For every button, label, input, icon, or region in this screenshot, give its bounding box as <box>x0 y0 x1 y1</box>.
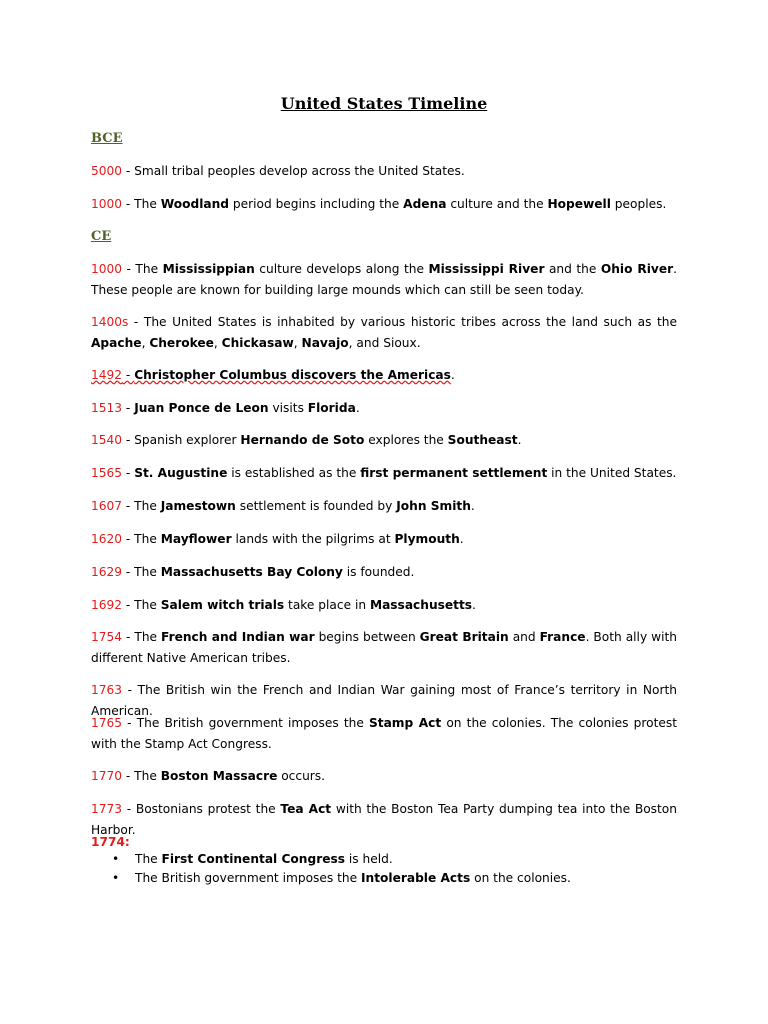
entry-text: . <box>459 532 464 546</box>
entry-bold: Mississippian <box>162 262 255 276</box>
entry-text: - The United States is inhabited by various historic tribes across the land such as the <box>128 315 677 329</box>
entry-text: - <box>122 401 135 415</box>
list-item-text <box>135 850 393 869</box>
entry-bold: Navajo <box>301 335 349 350</box>
entry-text: . These people are known for building large mounds which can still be seen today. <box>91 262 677 297</box>
entry-year: 1492 <box>91 368 123 382</box>
entry-text: settlement is founded by <box>235 499 397 513</box>
entry-year: 1000 <box>91 197 123 211</box>
entry-bold: Hernando de Soto <box>240 433 365 447</box>
entry-bold: Massachusetts <box>369 598 473 612</box>
entry-year: 1513 <box>91 401 123 415</box>
entry-bold: Florida <box>307 401 356 415</box>
timeline-entry-1492 <box>91 365 677 386</box>
entry-text: The British government imposes the <box>135 871 361 885</box>
entry-bold: Stamp Act <box>368 716 442 730</box>
entry-text: - <box>122 368 135 382</box>
entry-text: The <box>135 852 162 866</box>
entry-text: in the United States. <box>547 466 677 480</box>
timeline-entry-1692 <box>91 595 677 616</box>
timeline-entry-1754 <box>91 627 677 668</box>
entry-bold: St. Augustine <box>134 466 228 480</box>
entry-text: - Spanish explorer <box>122 433 241 447</box>
entry-bold: Salem witch trials <box>160 598 285 612</box>
entry-year: 1692 <box>91 598 123 612</box>
entry-year: 1400s <box>91 315 129 329</box>
entry-bold: first permanent settlement <box>360 466 548 480</box>
entry-text: - The British government imposes the <box>122 716 369 730</box>
timeline-entry-1400s <box>91 312 677 353</box>
entry-bold: Cherokee <box>149 335 214 350</box>
entry-year: 1774: <box>91 835 130 849</box>
section-heading-ce: CE <box>91 229 112 244</box>
entry-bold: Boston Massacre <box>160 769 278 783</box>
entry-text: - Bostonians protest the <box>122 802 281 816</box>
entry-bold: Mississippi River <box>428 262 545 276</box>
entry-bold: Chickasaw <box>221 335 294 350</box>
entry-text: - The <box>122 262 163 276</box>
entry-year: 5000 <box>91 164 123 178</box>
entry-text: period begins including the <box>229 197 404 211</box>
timeline-entry-5000 <box>91 161 677 182</box>
entry-bold: Christopher Columbus discovers the Americas <box>134 368 451 382</box>
entry-text: . <box>355 401 360 415</box>
entry-year: 1540 <box>91 433 123 447</box>
entry-text: - The <box>122 565 161 579</box>
entry-text: visits <box>268 401 308 415</box>
entry-bold: First Continental Congress <box>161 852 345 866</box>
entry-text: with the Boston Tea Party dumping tea into the Boston Harbor. <box>91 802 677 837</box>
entry-text: . Both ally with different Native American tribes. <box>91 630 677 665</box>
entry-bold: Ohio River <box>600 262 674 276</box>
entry-text: . <box>517 433 522 447</box>
timeline-entry-1000-ce <box>91 259 677 300</box>
entry-bold: Jamestown <box>160 499 236 513</box>
entry-bold: Plymouth <box>394 532 460 546</box>
entry-text: - The British win the French and Indian War gaining most of France’s territory in North American. <box>91 683 677 718</box>
entry-text: - The <box>122 598 161 612</box>
entry-year: 1620 <box>91 532 123 546</box>
entry-text: . <box>470 499 475 513</box>
entry-bold: Mayflower <box>160 532 232 546</box>
entry-bold: Juan Ponce de Leon <box>134 401 269 415</box>
entry-bold: Massachusetts Bay Colony <box>160 565 343 579</box>
timeline-entry-1765 <box>91 713 677 754</box>
entry-text: - The <box>122 499 161 513</box>
entry-text: on the colonies. <box>470 871 571 885</box>
section-heading-bce: BCE <box>91 131 123 146</box>
entry-year: 1763 <box>91 683 123 697</box>
entry-text: - The <box>122 769 161 783</box>
entry-bold: Southeast <box>447 433 518 447</box>
entry-text: lands with the pilgrims at <box>231 532 395 546</box>
entry-text: - The <box>122 630 162 644</box>
entry-text: is held. <box>344 852 393 866</box>
list-item-text <box>135 869 571 888</box>
entry-text: . <box>450 368 455 382</box>
entry-text: . <box>472 598 476 612</box>
entry-text: - The <box>122 532 161 546</box>
entry-text: , <box>293 335 302 350</box>
entry-text: - <box>122 466 135 480</box>
timeline-entry-1565 <box>91 463 677 484</box>
entry-text: - Small tribal peoples develop across the United States. <box>122 164 465 178</box>
entry-text: peoples. <box>610 197 667 211</box>
page-title: United States Timeline <box>280 94 488 113</box>
entry-text: and <box>508 630 540 644</box>
entry-text: is founded. <box>342 565 415 579</box>
bullet-icon: • <box>112 871 120 885</box>
entry-text: on the colonies. The colonies protest with the Stamp Act Congress. <box>91 716 677 751</box>
timeline-entry-1629 <box>91 562 677 583</box>
entry-text: is established as the <box>227 466 361 480</box>
bullet-list-1774 <box>91 850 677 888</box>
timeline-entry-1513 <box>91 398 677 419</box>
entry-year: 1607 <box>91 499 123 513</box>
entry-text: take place in <box>284 598 370 612</box>
entry-bold: France <box>539 630 586 644</box>
entry-bold: John Smith <box>396 499 471 513</box>
entry-year: 1000 <box>91 262 123 276</box>
list-item <box>91 850 677 869</box>
entry-bold: Intolerable Acts <box>360 871 471 885</box>
entry-bold: Woodland <box>160 197 229 211</box>
timeline-entry-1607 <box>91 496 677 517</box>
entry-text: and the <box>544 262 601 276</box>
entry-year: 1754 <box>91 630 123 644</box>
entry-year: 1773 <box>91 802 123 816</box>
timeline-entry-1540 <box>91 430 677 451</box>
entry-text: , and Sioux. <box>348 335 421 350</box>
entry-year: 1629 <box>91 565 123 579</box>
entry-bold: Great Britain <box>419 630 509 644</box>
entry-year: 1765 <box>91 716 123 730</box>
entry-text: - The <box>122 197 161 211</box>
entry-bold: Apache <box>91 335 142 350</box>
entry-text: , <box>213 335 222 350</box>
list-item <box>91 869 677 888</box>
entry-text: occurs. <box>277 769 326 783</box>
entry-year: 1565 <box>91 466 123 480</box>
entry-text: , <box>141 335 150 350</box>
entry-text: culture and the <box>446 197 548 211</box>
entry-text: begins between <box>314 630 420 644</box>
entry-bold: Hopewell <box>547 197 611 211</box>
entry-bold: Adena <box>403 197 447 211</box>
bullet-icon: • <box>112 852 120 866</box>
timeline-entry-1620 <box>91 529 677 550</box>
entry-text: explores the <box>364 433 448 447</box>
entry-year: 1770 <box>91 769 123 783</box>
entry-text: culture develops along the <box>254 262 429 276</box>
entry-bold: Tea Act <box>280 802 332 816</box>
timeline-entry-1000-bce <box>91 194 677 215</box>
timeline-entry-1770 <box>91 766 677 787</box>
entry-bold: French and Indian war <box>161 630 315 644</box>
